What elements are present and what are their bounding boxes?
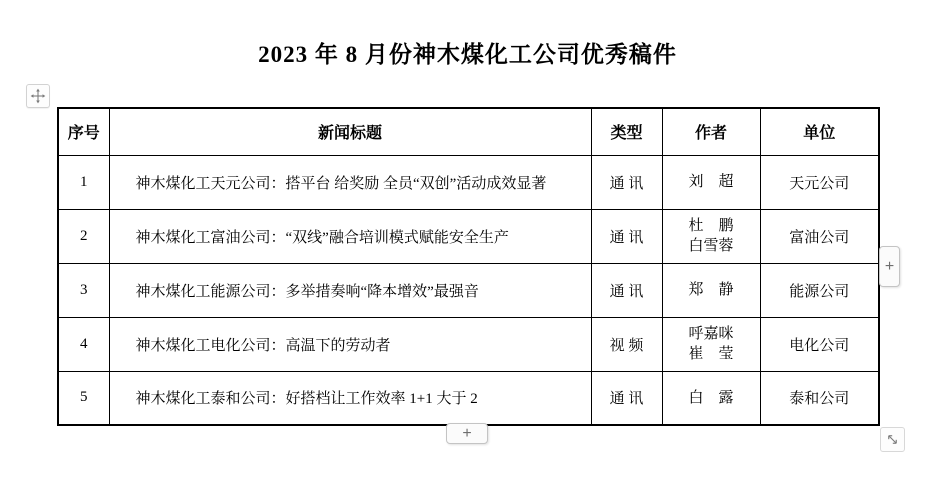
document-title: 2023 年 8 月份神木煤化工公司优秀稿件 (258, 42, 677, 67)
author-line: 白雪蓉 (688, 238, 734, 254)
cell-type[interactable]: 通 讯 (591, 155, 662, 209)
table-move-handle[interactable] (26, 84, 50, 108)
cell-type[interactable]: 通 讯 (591, 209, 662, 263)
cell-no[interactable]: 2 (58, 209, 109, 263)
cell-no[interactable]: 5 (58, 371, 109, 425)
author-line: 郑 静 (688, 282, 734, 298)
cell-title[interactable]: 神木煤化工富油公司：“双线”融合培训模式赋能安全生产 (109, 209, 591, 263)
author-line: 白 露 (688, 389, 734, 406)
cell-author[interactable] (662, 371, 760, 425)
header-type[interactable]: 类型 (591, 108, 662, 155)
cell-unit[interactable]: 天元公司 (760, 155, 879, 209)
cell-no[interactable]: 3 (58, 263, 109, 317)
add-column-button[interactable]: + (879, 246, 900, 287)
cell-type[interactable]: 通 讯 (591, 263, 662, 317)
table-header-row (58, 108, 879, 155)
header-unit[interactable]: 单位 (760, 108, 879, 155)
cell-no[interactable]: 1 (58, 155, 109, 209)
table-row (58, 209, 879, 263)
cell-author[interactable] (662, 263, 760, 317)
header-author[interactable]: 作者 (662, 108, 760, 155)
author-line: 刘 超 (688, 174, 734, 190)
table-row (58, 317, 879, 371)
news-table (57, 107, 880, 426)
cell-type[interactable]: 通 讯 (591, 371, 662, 425)
move-icon (30, 88, 46, 104)
cell-no[interactable]: 4 (58, 317, 109, 371)
table-resize-handle[interactable] (880, 427, 905, 452)
table-row (58, 371, 879, 425)
cell-unit[interactable]: 电化公司 (760, 317, 879, 371)
cell-title[interactable]: 神木煤化工泰和公司：好搭档让工作效率 1+1 大于 2 (109, 371, 591, 425)
cell-unit[interactable]: 富油公司 (760, 209, 879, 263)
author-line: 杜 鹏 (688, 218, 734, 234)
author-line: 呼嘉咪 (688, 326, 734, 342)
table-row (58, 263, 879, 317)
cell-title[interactable]: 神木煤化工能源公司：多举措奏响“降本增效”最强音 (109, 263, 591, 317)
cell-author[interactable] (662, 209, 760, 263)
cell-title[interactable]: 神木煤化工电化公司：高温下的劳动者 (109, 317, 591, 371)
cell-author[interactable] (662, 155, 760, 209)
header-no[interactable]: 序号 (58, 108, 109, 155)
cell-title[interactable]: 神木煤化工天元公司：搭平台 给奖励 全员“双创”活动成效显著 (109, 155, 591, 209)
cell-type[interactable]: 视 频 (591, 317, 662, 371)
resize-diagonal-icon (885, 432, 900, 447)
cell-unit[interactable]: 泰和公司 (760, 371, 879, 425)
author-line: 崔 莹 (688, 346, 734, 362)
cell-unit[interactable]: 能源公司 (760, 263, 879, 317)
add-row-button[interactable]: + (446, 423, 488, 444)
cell-author[interactable] (662, 317, 760, 371)
table-row (58, 155, 879, 209)
header-title[interactable]: 新闻标题 (109, 108, 591, 155)
